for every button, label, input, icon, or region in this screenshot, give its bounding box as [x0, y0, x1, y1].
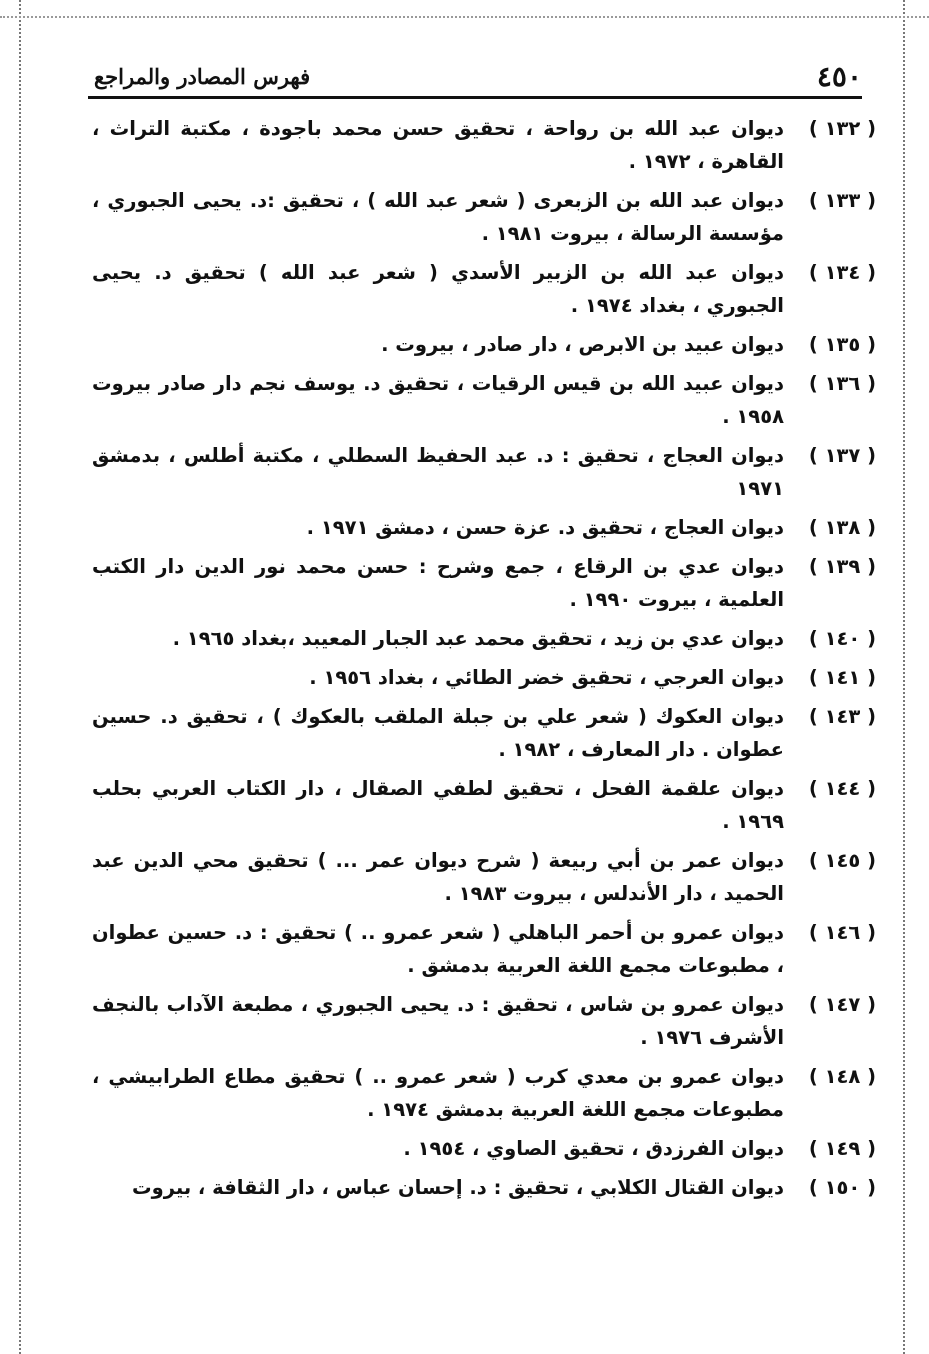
bibliography-entry: [92, 550, 876, 616]
entry-text: ديوان العكوك ( شعر علي بن جبلة الملقب بالعكوك ) ، تحقيق د. حسين عطوان . دار المعارف ، ١٩٨٢ .: [92, 705, 784, 761]
bibliography-entry: [92, 439, 876, 505]
entry-number: ( ١٣٥ ): [808, 333, 876, 356]
top-edge-dotted-line: [0, 16, 929, 18]
bibliography-entry: [92, 700, 876, 766]
entry-number: ( ١٣٣ ): [808, 189, 876, 212]
bibliography-entry: [92, 112, 876, 178]
entry-text: ديوان عدي بن الرقاع ، جمع وشرح : حسن محمد نور الدين دار الكتب العلمية ، بيروت ١٩٩٠ .: [92, 555, 784, 611]
entry-text: ديوان عبد الله بن رواحة ، تحقيق حسن محمد باجودة ، مكتبة التراث ، القاهرة ، ١٩٧٢ .: [92, 117, 784, 173]
entry-text: ديوان عمرو بن أحمر الباهلي ( شعر عمرو .. ) تحقيق : د. حسين عطوان ، مطبوعات مجمع اللغة العربية بدمشق .: [92, 921, 784, 977]
entry-number: ( ١٤٠ ): [808, 627, 876, 650]
entry-text: ديوان عبد الله بن الزبير الأسدي ( شعر عبد الله ) تحقيق د. يحيى الجبوري ، بغداد ١٩٧٤ .: [92, 261, 784, 317]
entry-text: ديوان العجاج ، تحقيق د. عزة حسن ، دمشق ١٩٧١ .: [306, 516, 784, 539]
entry-text: ديوان القتال الكلابي ، تحقيق : د. إحسان عباس ، دار الثقافة ، بيروت: [132, 1176, 784, 1199]
entry-text: ديوان عبد الله بن الزبعرى ( شعر عبد الله ) ، تحقيق :د. يحيى الجبوري ، مؤسسة الرسالة ، بيروت ١٩٨١ .: [92, 189, 784, 245]
bibliography-entry: [92, 367, 876, 433]
entry-text: ديوان العرجي ، تحقيق خضر الطائي ، بغداد ١٩٥٦ .: [309, 666, 784, 689]
bibliography-entry: [92, 1171, 876, 1204]
bibliography-entry: [92, 988, 876, 1054]
entry-number: ( ١٤٧ ): [808, 993, 876, 1016]
entry-number: ( ١٣٨ ): [808, 516, 876, 539]
bibliography-entry: [92, 328, 876, 361]
running-title: فهرس المصادر والمراجع: [94, 64, 311, 89]
entry-number: ( ١٣٦ ): [808, 372, 876, 395]
bibliography-entry: [92, 916, 876, 982]
entry-number: ( ١٤٨ ): [808, 1065, 876, 1088]
right-edge-dotted-line: [903, 0, 905, 1354]
entry-number: ( ١٣٧ ): [808, 444, 876, 467]
entry-text: ديوان عبيد الله بن قيس الرقيات ، تحقيق د. يوسف نجم دار صادر بيروت ١٩٥٨ .: [92, 372, 784, 428]
left-edge-dotted-line: [19, 0, 21, 1354]
bibliography-list: [92, 112, 876, 1210]
entry-number: ( ١٣٤ ): [808, 261, 876, 284]
entry-number: ( ١٤٥ ): [808, 849, 876, 872]
bibliography-entry: [92, 1060, 876, 1126]
entry-number: ( ١٤١ ): [808, 666, 876, 689]
entry-number: ( ١٥٠ ): [808, 1176, 876, 1199]
entry-text: ديوان عمر بن أبي ربيعة ( شرح ديوان عمر ... ) تحقيق محي الدين عبد الحميد ، دار الأندلس ، بيروت ١٩٨٣ .: [92, 849, 784, 905]
bibliography-entry: [92, 184, 876, 250]
entry-text: ديوان عدي بن زيد ، تحقيق محمد عبد الجبار المعيبد ،بغداد ١٩٦٥ .: [172, 627, 784, 650]
entry-text: ديوان علقمة الفحل ، تحقيق لطفي الصقال ، دار الكتاب العربي بحلب ١٩٦٩ .: [92, 777, 784, 833]
entry-number: ( ١٤٦ ): [808, 921, 876, 944]
entry-number: ( ١٣٩ ): [808, 555, 876, 578]
bibliography-entry: [92, 772, 876, 838]
entry-text: ديوان عمرو بن معدي كرب ( شعر عمرو .. ) تحقيق مطاع الطرابيشي ، مطبوعات مجمع اللغة العربية بدمشق ١٩٧٤ .: [92, 1065, 784, 1121]
bibliography-entry: [92, 844, 876, 910]
page-number: ٤٥٠: [816, 60, 862, 93]
entry-text: ديوان عبيد بن الابرص ، دار صادر ، بيروت .: [381, 333, 784, 356]
bibliography-entry: [92, 622, 876, 655]
entry-number: ( ١٤٣ ): [808, 705, 876, 728]
entry-text: ديوان العجاج ، تحقيق : د. عبد الحفيظ السطلي ، مكتبة أطلس ، بدمشق ١٩٧١: [92, 444, 784, 500]
bibliography-entry: [92, 256, 876, 322]
bibliography-entry: [92, 1132, 876, 1165]
bibliography-entry: [92, 511, 876, 544]
entry-text: ديوان الفرزدق ، تحقيق الصاوي ، ١٩٥٤ .: [403, 1137, 784, 1160]
entry-text: ديوان عمرو بن شاس ، تحقيق : د. يحيى الجبوري ، مطبعة الآداب بالنجف الأشرف ١٩٧٦ .: [92, 993, 784, 1049]
entry-number: ( ١٣٢ ): [808, 117, 876, 140]
bibliography-entry: [92, 661, 876, 694]
page-header: [88, 58, 862, 99]
entry-number: ( ١٤٩ ): [808, 1137, 876, 1160]
entry-number: ( ١٤٤ ): [808, 777, 876, 800]
